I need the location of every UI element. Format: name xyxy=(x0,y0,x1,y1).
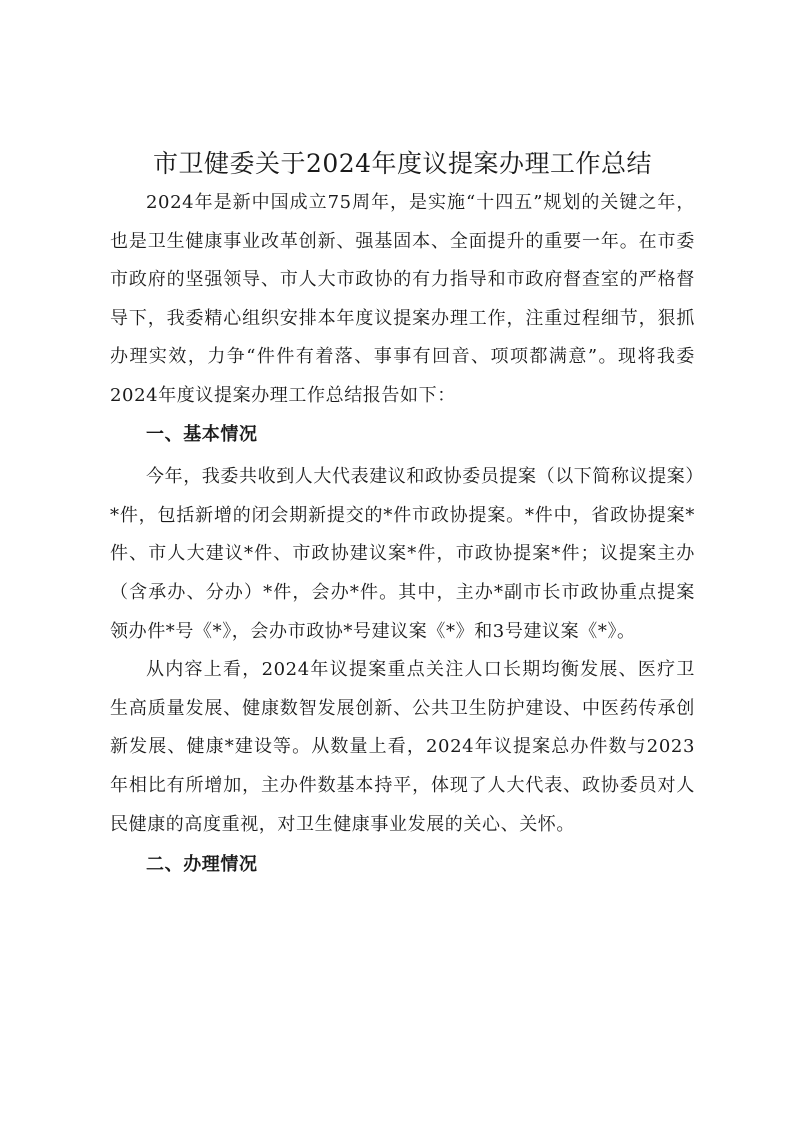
paragraph-receipt-summary: 今年，我委共收到人大代表建议和政协委员提案（以下简称议提案）*件，包括新增的闭会期新提交的*件市政协提案。*件中，省政协提案*件、市人大建议*件、市政协建议案*件，市政协提案*件；议提案主办（含承办、分办）*件，会办*件。其中，主办*副市长市政协重点提案领办件*号《*》，会办市政协*号建议案《*》和3号建议案《*》。 xyxy=(110,466,695,642)
document-title: 市卫健委关于2024年度议提案办理工作总结 xyxy=(152,149,653,178)
section-heading-handling-situation: 二、办理情况 xyxy=(146,854,258,876)
paragraph-content-analysis: 从内容上看，2024年议提案重点关注人口长期均衡发展、医疗卫生高质量发展、健康数智发展创新、公共卫生防护建设、中医药传承创新发展、健康*建设等。从数量上看，2024年议提案总办件数与2023年相比有所增加，主办件数基本持平，体现了人大代表、政协委员对人民健康的高度重视，对卫生健康事业发展的关心、关怀。 xyxy=(110,659,695,835)
section-heading-basic-situation: 一、基本情况 xyxy=(146,423,258,445)
intro-paragraph: 2024年是新中国成立75周年，是实施“十四五”规划的关键之年，也是卫生健康事业改革创新、强基固本、全面提升的重要一年。在市委市政府的坚强领导、市人大市政协的有力指导和市政府督查室的严格督导下，我委精心组织安排本年度议提案办理工作，注重过程细节，狠抓办理实效，力争“件件有着落、事事有回音、项项都满意”。现将我委2024年度议提案办理工作总结报告如下： xyxy=(110,192,695,406)
